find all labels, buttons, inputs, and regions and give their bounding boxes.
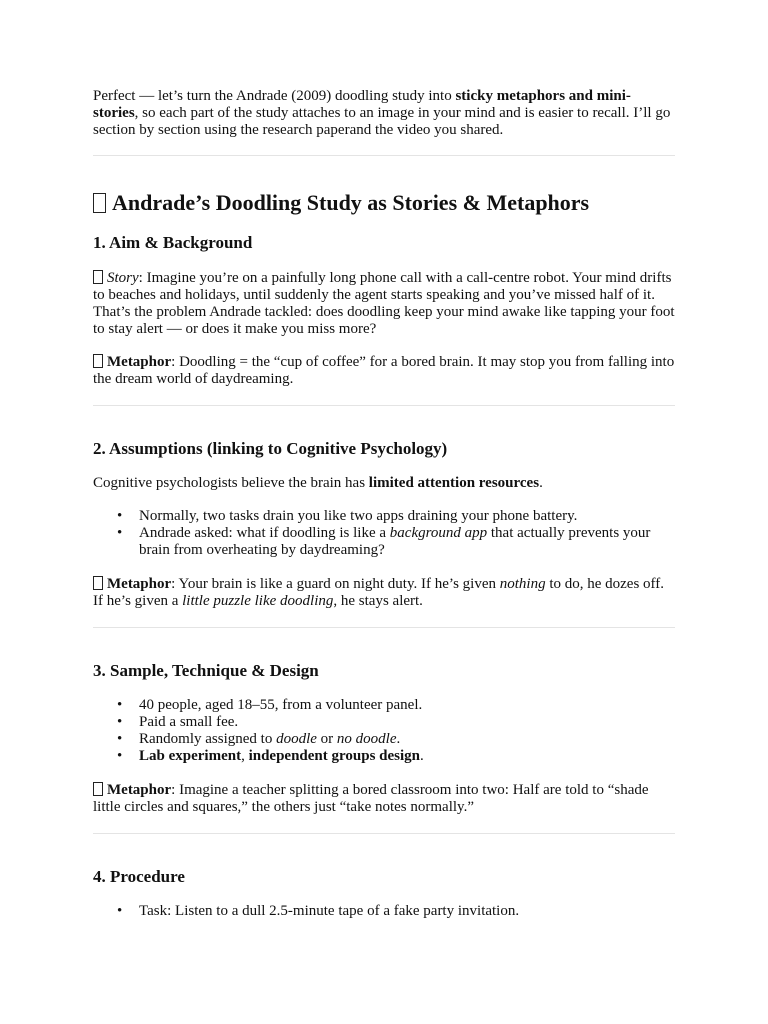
list-item-text: Andrade asked: what if doodling is like a xyxy=(139,525,390,541)
page-title-text: Andrade’s Doodling Study as Stories & Metaphors xyxy=(112,190,590,215)
list-item-bold: independent groups design xyxy=(248,748,421,764)
metaphor-paragraph xyxy=(93,782,675,816)
intro-text: Perfect — let’s turn the Andrade (2009) doodling study into xyxy=(93,88,456,104)
missing-glyph-icon xyxy=(93,576,103,590)
divider xyxy=(93,627,675,628)
sample-list xyxy=(93,697,675,765)
metaphor-emphasis: little puzzle like doodling xyxy=(182,593,334,609)
story-paragraph xyxy=(93,270,675,338)
section-heading-assumptions: 2. Assumptions (linking to Cognitive Psychology) xyxy=(93,439,448,458)
metaphor-text: : Doodling = the “cup of coffee” for a bored brain. It may stop you from falling into the dream world of daydreaming. xyxy=(93,354,675,387)
list-item xyxy=(139,525,675,559)
metaphor-text: to do, he dozes off. If he’s given a xyxy=(93,576,665,609)
metaphor-label: Metaphor xyxy=(107,782,172,798)
section-heading-sample: 3. Sample, Technique & Design xyxy=(93,661,319,680)
assumption-list xyxy=(93,508,675,559)
missing-glyph-icon xyxy=(93,782,103,796)
section-heading-aim: 1. Aim & Background xyxy=(93,233,253,252)
metaphor-label: Metaphor xyxy=(107,576,172,592)
list-item-text-end: that actually prevents your brain from overheating by daydreaming? xyxy=(139,525,651,558)
list-item-text-end: . xyxy=(396,731,401,747)
list-item-text: , xyxy=(241,748,249,764)
metaphor-paragraph xyxy=(93,576,675,610)
assumption-bold: limited attention resources xyxy=(368,475,540,491)
story-text: : Imagine you’re on a painfully long phone call with a call-centre robot. Your mind drifts to beaches and holidays, until suddenly the agent starts speaking and you’ve missed half of it. That’s the problem Andrade tackled: does doodling keep your mind awake like tapping your foot to stay alert — or does it make you miss more? xyxy=(93,270,675,337)
list-item: • Paid a small fee. xyxy=(139,714,675,731)
list-item-emphasis: background app xyxy=(389,525,488,541)
list-item-bold: Lab experiment xyxy=(139,748,242,764)
list-item: • Task: Listen to a dull 2.5-minute tape of a fake party invitation. xyxy=(139,903,675,920)
intro-text-end: , so each part of the study attaches to an image in your mind and is easier to recall. I’ll go section by section using the research paperand the video you shared. xyxy=(93,105,671,138)
metaphor-text: : Your brain is like a guard on night duty. If he’s given xyxy=(171,576,500,592)
list-item xyxy=(139,731,675,748)
list-item xyxy=(139,748,675,765)
missing-glyph-icon xyxy=(93,193,106,213)
divider xyxy=(93,833,675,834)
intro-bold: sticky metaphors and mini-stories xyxy=(93,88,631,121)
section-heading-procedure: 4. Procedure xyxy=(93,867,185,886)
metaphor-text-end: , he stays alert. xyxy=(333,593,423,609)
list-item-text-end: . xyxy=(420,748,424,764)
metaphor-label: Metaphor xyxy=(107,354,172,370)
list-item: • 40 people, aged 18–55, from a volunteer panel. xyxy=(139,697,675,714)
intro-paragraph xyxy=(93,88,675,139)
assumption-text: Cognitive psychologists believe the brain has xyxy=(93,475,369,491)
assumption-end: . xyxy=(539,475,543,491)
assumption-paragraph xyxy=(93,475,675,492)
missing-glyph-icon xyxy=(93,354,103,368)
procedure-list xyxy=(93,903,675,920)
list-item-text: or xyxy=(316,731,337,747)
page-title xyxy=(93,190,675,216)
divider xyxy=(93,155,675,156)
list-item-emphasis: doodle xyxy=(276,731,317,747)
metaphor-emphasis: nothing xyxy=(499,576,546,592)
missing-glyph-icon xyxy=(93,270,103,284)
list-item-text: Randomly assigned to xyxy=(139,731,277,747)
story-label: Story xyxy=(107,270,139,286)
metaphor-text: : Imagine a teacher splitting a bored classroom into two: Half are told to “shade little circles and squares,” the others just “take notes normally.” xyxy=(93,782,649,815)
divider xyxy=(93,405,675,406)
list-item: • Normally, two tasks drain you like two apps draining your phone battery. xyxy=(139,508,675,525)
metaphor-paragraph xyxy=(93,354,675,388)
list-item-emphasis: no doodle xyxy=(336,731,397,747)
